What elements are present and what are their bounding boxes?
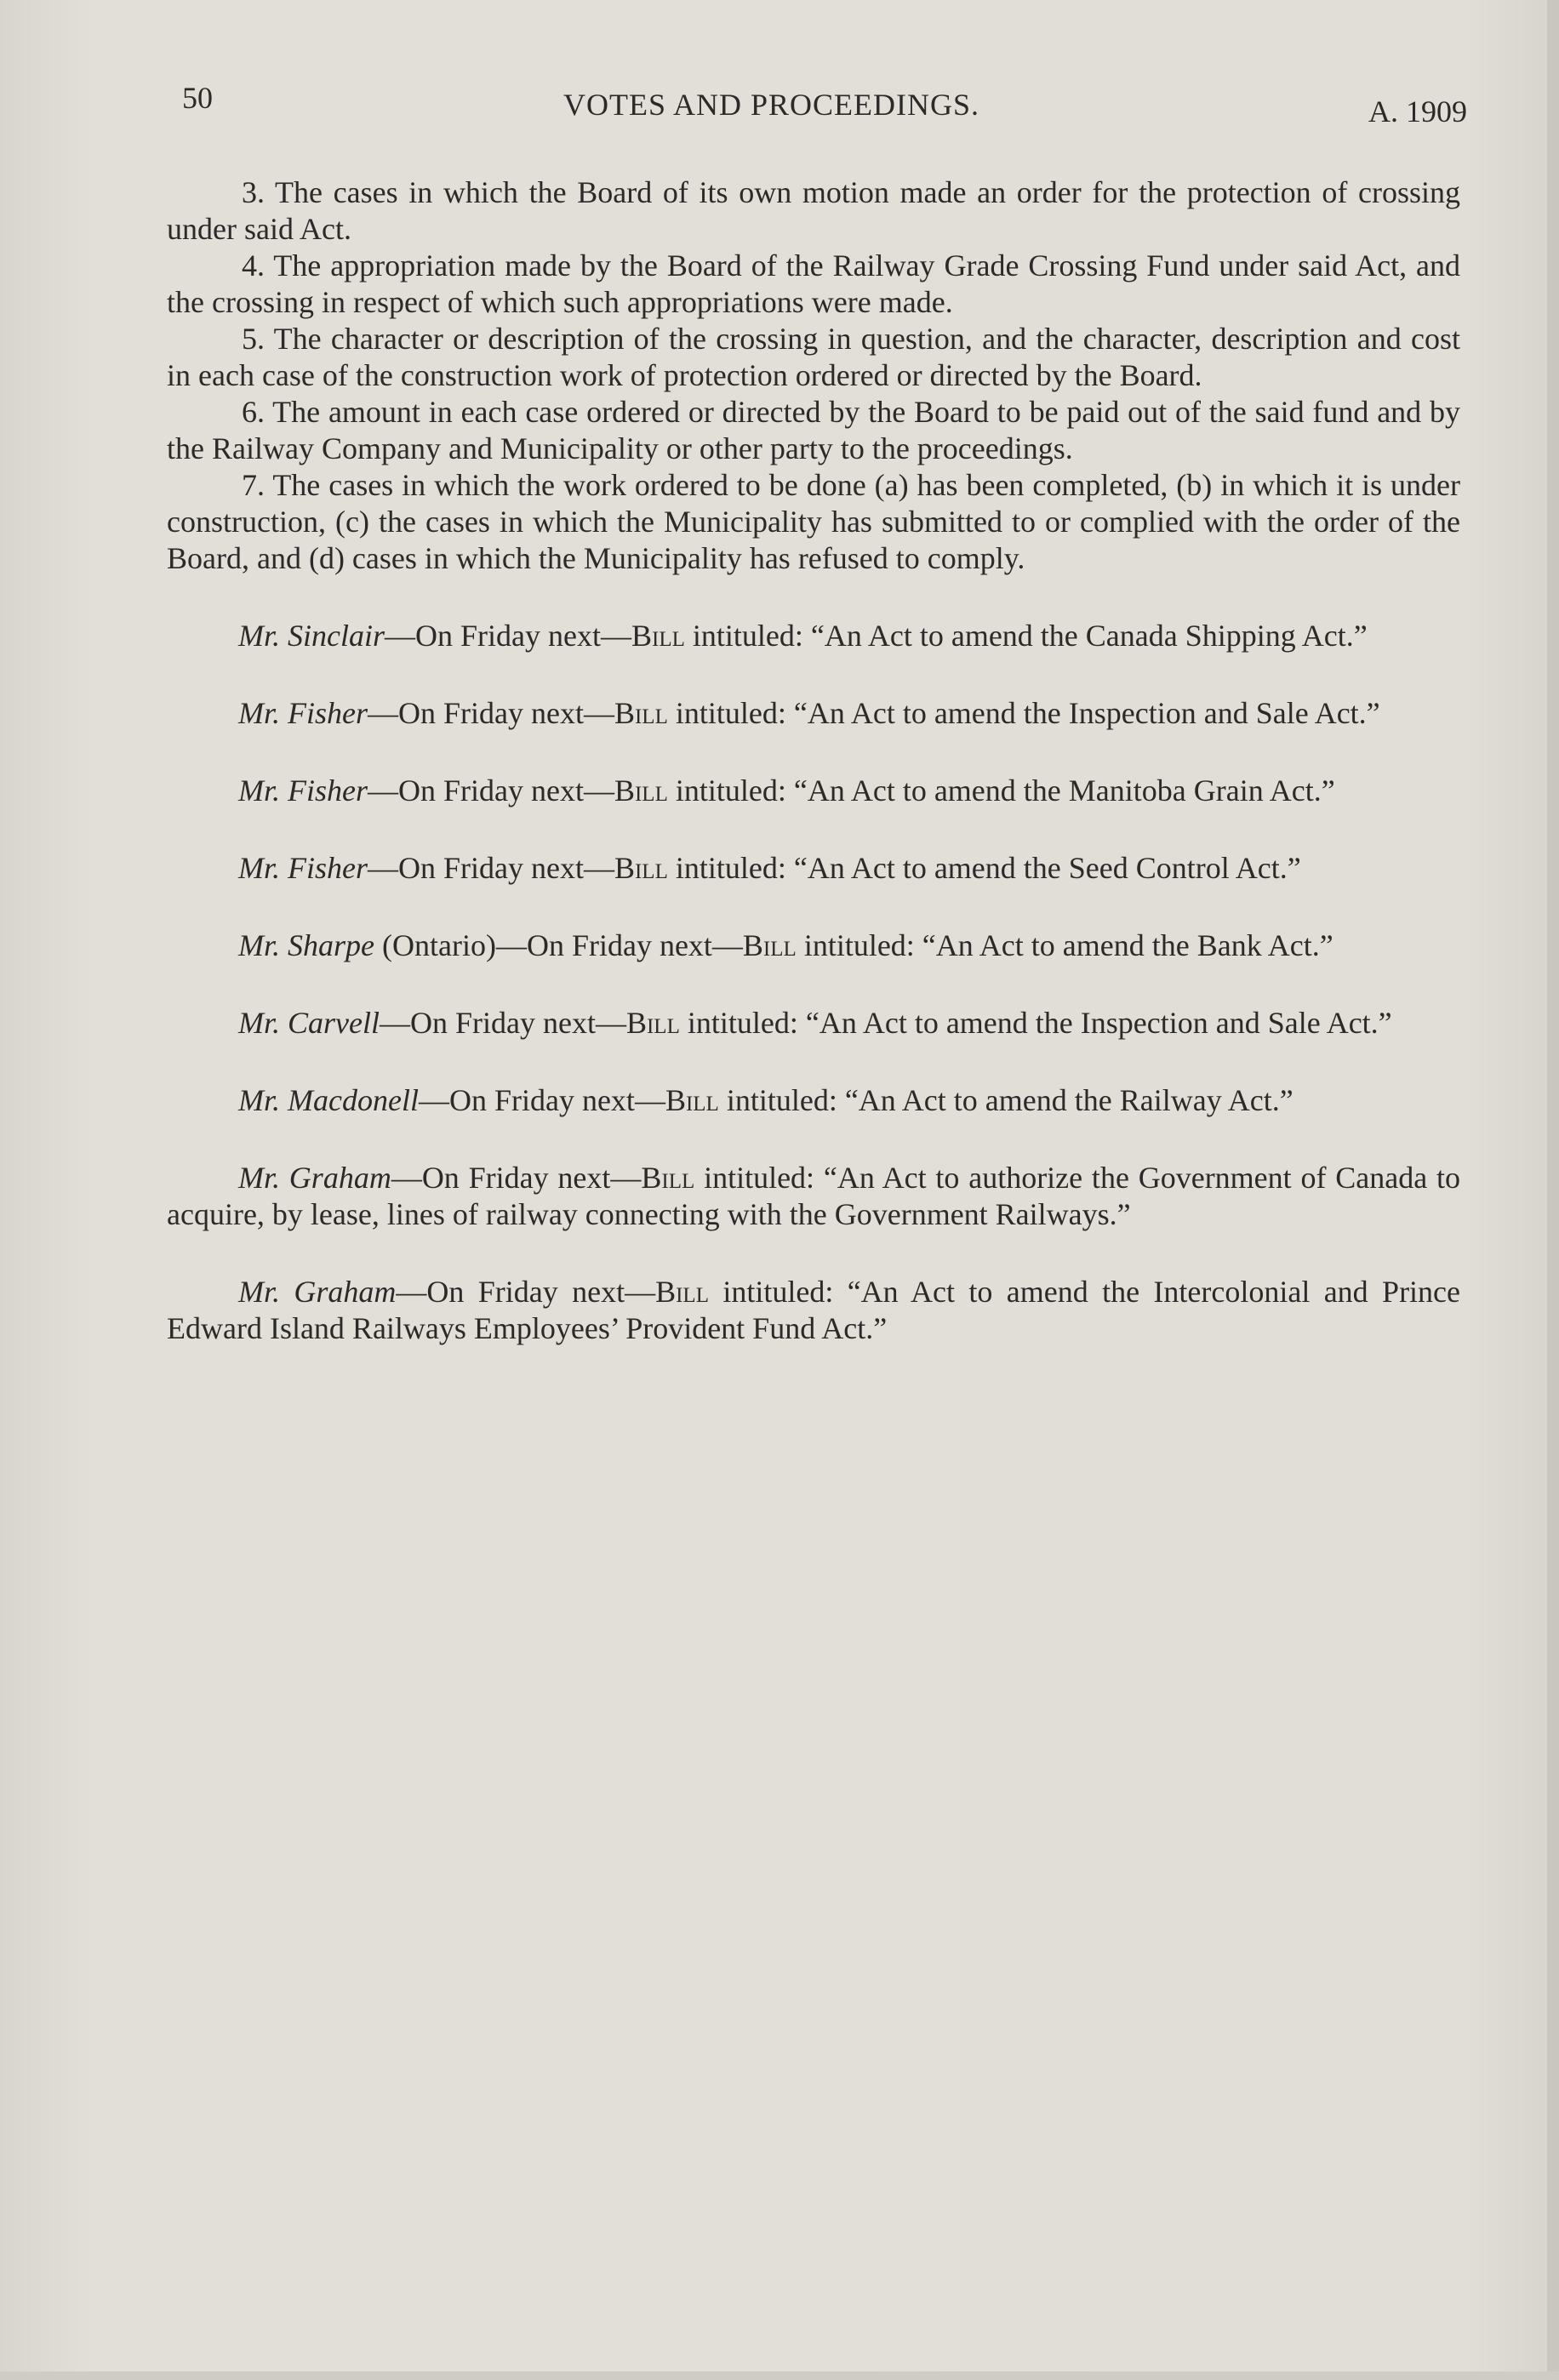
item-text: The appropriation made by the Board of the Railway Grade Crossing Fund under said Act, and the crossing in respect of which such appropriations were made. xyxy=(167,248,1460,319)
motion-lead: —On Friday next— xyxy=(368,773,614,808)
bill-word: Bill xyxy=(631,619,685,653)
member-name: Mr. Graham xyxy=(238,1275,397,1309)
page-number: 50 xyxy=(182,81,213,115)
member-name: Mr. Macdonell xyxy=(238,1083,419,1117)
motion-entry xyxy=(167,773,1460,809)
member-name: Mr. Carvell xyxy=(238,1006,380,1040)
motion-entry xyxy=(167,695,1460,732)
member-name: Mr. Fisher xyxy=(238,696,368,730)
item-text: The amount in each case ordered or directed by the Board to be paid out of the said fund and by the Railway Company and Municipality or other party to the proceedings. xyxy=(167,395,1460,465)
motion-entry xyxy=(167,927,1460,964)
member-name: Mr. Graham xyxy=(238,1161,391,1195)
motion-text: intituled: “An Act to amend the Railway Act.” xyxy=(718,1083,1293,1117)
numbered-item xyxy=(167,248,1460,321)
motion-entry xyxy=(167,1082,1460,1119)
item-number: 3. xyxy=(242,175,265,209)
bill-word: Bill xyxy=(614,851,668,885)
item-number: 6. xyxy=(242,395,265,429)
member-name: Mr. Fisher xyxy=(238,773,368,808)
page-edge-bottom xyxy=(0,2371,1559,2380)
motion-lead: —On Friday next— xyxy=(385,619,631,653)
motion-text: intituled: “An Act to authorize the Government of Canada to acquire, by lease, lines of railway connecting with the Government Railways.” xyxy=(167,1161,1460,1231)
bill-word: Bill xyxy=(641,1161,695,1195)
bill-word: Bill xyxy=(655,1275,709,1309)
motion-entry xyxy=(167,1274,1460,1347)
running-title: VOTES AND PROCEEDINGS. xyxy=(563,88,980,122)
motion-text: intituled: “An Act to amend the Intercolonial and Prince Edward Island Railways Employees’ Provident Fund Act.” xyxy=(167,1275,1461,1345)
motion-entry xyxy=(167,618,1460,654)
page-body xyxy=(167,174,1460,1347)
motion-lead: —On Friday next— xyxy=(396,1275,656,1309)
motion-lead: —On Friday next— xyxy=(368,696,614,730)
motion-entry xyxy=(167,850,1460,887)
item-number: 4. xyxy=(242,248,265,283)
member-name: Mr. Fisher xyxy=(238,851,368,885)
numbered-item xyxy=(167,467,1460,577)
member-name: Mr. Sinclair xyxy=(238,619,385,653)
bill-word: Bill xyxy=(625,1006,680,1040)
page-header xyxy=(182,75,1467,134)
numbered-item xyxy=(167,321,1460,394)
item-text: The cases in which the Board of its own motion made an order for the protection of crossing under said Act. xyxy=(167,175,1460,246)
motion-text: intituled: “An Act to amend the Canada Shipping Act.” xyxy=(684,619,1368,653)
page-edge-right xyxy=(1547,0,1559,2380)
motion-text: intituled: “An Act to amend the Inspection and Sale Act.” xyxy=(679,1006,1392,1040)
motion-text: intituled: “An Act to amend the Manitoba Grain Act.” xyxy=(667,773,1335,808)
item-text: The cases in which the work ordered to be done (a) has been completed, (b) in which it is under construction, (c) the cases in which the Municipality has submitted to or complied with the order of the Board, and (d) cases in which the Municipality has refused to comply. xyxy=(167,468,1460,575)
item-text: The character or description of the crossing in question, and the character, description and cost in each case of the construction work of protection ordered or directed by the Board. xyxy=(167,322,1460,392)
motion-text: intituled: “An Act to amend the Seed Control Act.” xyxy=(667,851,1301,885)
motion-lead: —On Friday next— xyxy=(368,851,614,885)
member-note: (Ontario) xyxy=(374,928,496,962)
item-number: 5. xyxy=(242,322,265,356)
member-name: Mr. Sharpe xyxy=(238,928,374,962)
bill-word: Bill xyxy=(742,928,797,962)
bill-word: Bill xyxy=(614,696,668,730)
motion-lead: —On Friday next— xyxy=(495,928,743,962)
motion-entry xyxy=(167,1160,1460,1233)
bill-word: Bill xyxy=(614,773,668,808)
numbered-item xyxy=(167,394,1460,467)
motion-text: intituled: “An Act to amend the Inspection and Sale Act.” xyxy=(667,696,1380,730)
motion-lead: —On Friday next— xyxy=(391,1161,642,1195)
bill-word: Bill xyxy=(665,1083,719,1117)
motion-text: intituled: “An Act to amend the Bank Act.” xyxy=(796,928,1333,962)
session-year: A. 1909 xyxy=(1368,94,1467,128)
numbered-item xyxy=(167,174,1460,248)
motion-lead: —On Friday next— xyxy=(380,1006,626,1040)
motion-lead: —On Friday next— xyxy=(418,1083,665,1117)
motion-entry xyxy=(167,1005,1460,1042)
item-number: 7. xyxy=(242,468,265,502)
